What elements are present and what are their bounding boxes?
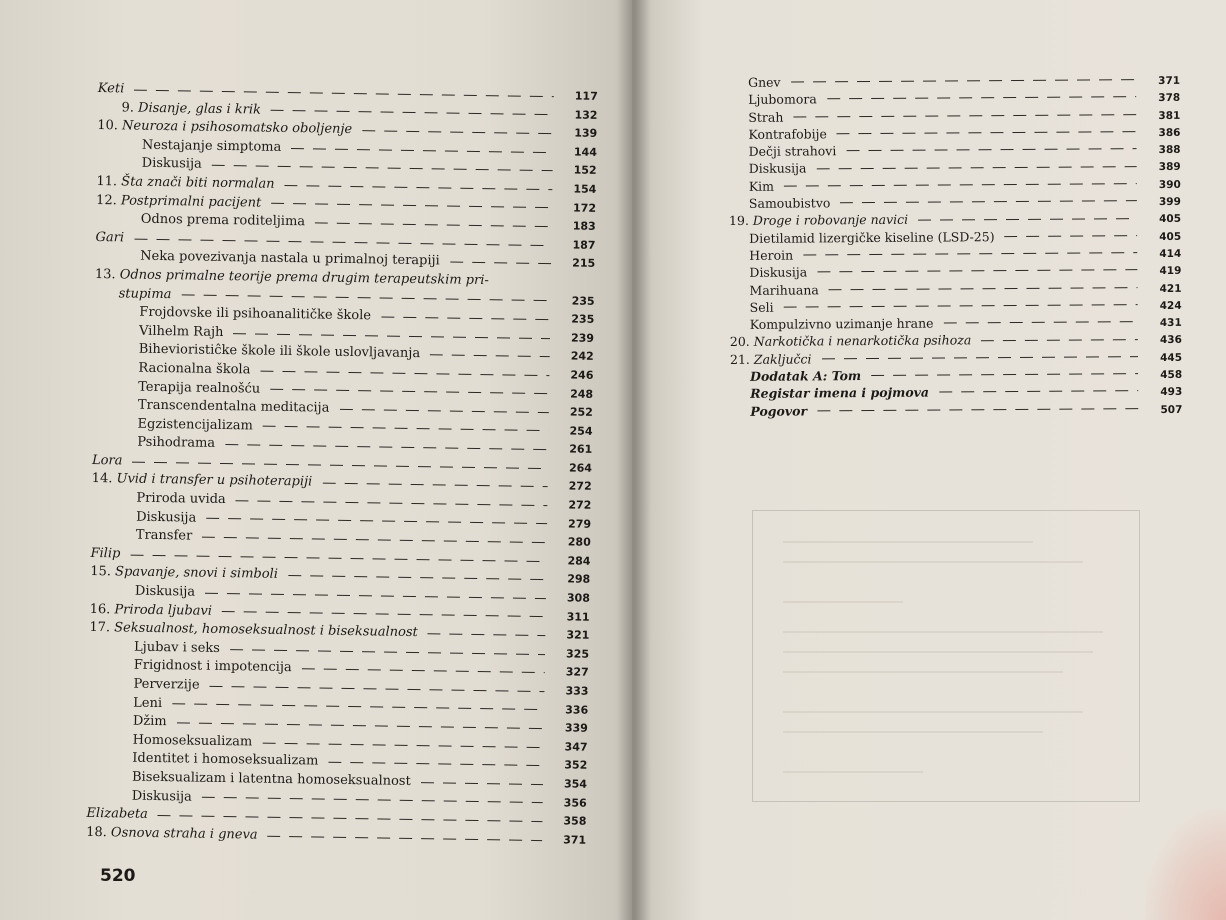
dash-leader [134,238,551,246]
toc-entry-title [97,117,352,140]
toc-entry-title [132,787,192,807]
entry-title-text: Leni [133,695,163,711]
toc-entry-title [133,713,167,732]
entry-title-text: Ljubomora [748,91,817,108]
toc-entry-title [729,211,908,230]
toc-entry-title [748,125,827,143]
toc-entry-title [92,470,313,492]
dash-leader [212,165,553,171]
toc-page-number: 144 [573,145,598,159]
toc-entry-title [133,694,162,713]
toc-page-number: 246 [570,368,594,382]
entry-title-text: Kim [748,178,775,194]
entry-title-text: Heroin [749,247,794,263]
entry-title-text: Neuroza i psihosomatsko oboljenje [121,118,353,138]
dash-leader [202,797,543,803]
table-of-contents-right [728,71,1182,420]
dash-leader [233,333,550,339]
toc-page-number: 458 [1160,368,1183,382]
dash-leader [210,686,545,692]
dash-leader [271,203,552,208]
toc-entry-title [90,601,213,622]
dash-leader [315,222,552,227]
dash-leader [230,649,545,655]
chapter-number: 20. [729,334,754,350]
dash-leader [158,815,543,822]
toc-entry-title [748,74,781,92]
dash-leader [268,835,543,840]
toc-page-number: 248 [570,386,594,401]
dash-leader [817,408,1138,411]
chapter-number: 12. [95,192,122,208]
entry-title-text: Marihuana [749,281,819,298]
dash-leader [791,79,1136,82]
dash-leader [291,148,553,153]
dash-leader [817,270,1137,273]
toc-entry-title [92,452,123,471]
dash-leader [428,633,546,636]
entry-title-text: Spavanje, snovi i simboli [114,564,279,583]
entry-title-text: Ljubav i seks [133,639,221,656]
entry-title-text: Šta znači biti normalan [121,174,275,192]
toc-page-number: 419 [1159,265,1182,278]
toc-page-number: 431 [1159,316,1182,330]
entry-title-text: Egzistencijalizam [137,416,253,434]
dash-leader [918,218,1137,221]
entry-title-text: Osnova straha i gneva [110,825,258,843]
entry-title-text: Postprimalni pacijent [120,192,262,211]
table-of-contents-left [86,80,598,850]
dash-leader [225,444,548,450]
toc-entry-title [142,136,282,157]
dash-leader [262,742,543,747]
toc-page-number: 252 [569,405,593,419]
dash-leader [134,89,554,97]
toc-entry-title [134,657,292,678]
toc-page-number: 311 [566,610,590,624]
dash-leader [944,321,1138,323]
toc-page-number: 132 [574,108,598,122]
toc-page-number: 339 [564,721,588,735]
toc-entry-title [749,160,807,178]
toc-page-number: 354 [563,777,588,791]
dash-leader [322,483,547,488]
dash-leader [132,461,548,469]
toc-entry-title [134,638,220,658]
toc-page-number: 414 [1159,247,1182,260]
toc-page-number: 284 [567,554,591,568]
entry-title-text: Elizabeta [86,806,148,823]
toc-entry-title [748,108,783,126]
chapter-number: 18. [86,824,112,841]
dash-leader [827,97,1136,100]
entry-title-text: Diskusija [131,788,192,805]
dash-leader [846,148,1136,151]
toc-page-number: 325 [565,647,590,661]
dash-leader [871,373,1138,376]
toc-entry-title [136,527,193,546]
dash-leader [821,356,1137,359]
entry-title-text: Nestajanje simptoma [141,137,282,155]
entry-title-text: Droge i robovanje navici [752,212,909,229]
dash-leader [288,575,546,580]
toc-page-number: 235 [571,293,595,308]
entry-title-text: Džim [132,713,167,730]
entry-title-text: Narkotička i nenarkotička psihoza [753,332,972,350]
toc-entry-title [749,177,774,194]
entry-title-text: Neka povezivanja nastala u primalnoj terapiji [140,249,440,269]
entry-title-text: Diskusija [749,264,808,281]
toc-page-number: 139 [574,126,598,141]
entry-title-text: Priroda ljubavi [114,601,213,619]
show-through-box [752,510,1140,802]
entry-title-text: Diskusija [141,156,202,173]
dash-leader [172,704,544,711]
toc-page-number: 239 [570,331,595,345]
page-stain [1146,810,1226,920]
toc-page-number: 152 [573,163,597,178]
toc-entry-title [749,247,793,265]
toc-entry-title [750,315,934,334]
dash-leader [450,262,551,265]
toc-page-number: 389 [1158,161,1181,174]
dash-leader [362,130,553,134]
toc-page-number: 445 [1160,351,1183,364]
toc-entry-title [135,583,195,603]
entry-title-text: Seli [749,299,774,315]
toc-entry-title [141,211,306,232]
dash-leader [803,252,1137,255]
entry-title-text: Priroda uvida [136,490,226,508]
toc-page-number: 405 [1159,213,1182,226]
entry-title-text: stupima [118,285,172,302]
toc-entry-title [749,264,807,282]
dash-leader [260,370,549,376]
dash-leader [381,316,550,320]
entry-title-text: Transfer [135,527,193,544]
dash-leader [430,354,550,357]
dash-leader [271,110,554,115]
toc-page-number: 264 [568,461,593,475]
dash-leader [285,185,553,190]
dash-leader [499,281,551,283]
chapter-number: 21. [729,351,754,367]
toc-page-number: 327 [565,665,589,680]
dash-leader [302,668,545,673]
page-number: 520 [100,866,136,886]
chapter-number: 16. [89,601,115,617]
entry-title-text: Strah [748,109,784,125]
toc-entry-title [121,99,261,120]
entry-title-text: Bihevioristiĉke škole ili škole uslovljavanja [138,341,421,362]
toc-page-number: 405 [1159,230,1182,243]
entry-title-text: Dodatak A: Tom [750,368,862,384]
toc-page-number: 272 [568,498,592,512]
toc-page-number: 356 [563,795,587,810]
entry-title-text: Registar imena i pojmova [750,384,930,402]
toc-entry-title [136,490,226,510]
toc-page-number: 358 [563,814,587,828]
toc-page-number: 493 [1160,386,1183,399]
chapter-number: 11. [96,173,122,190]
toc-page-number: 399 [1158,195,1181,209]
toc-entry-title [139,322,224,342]
entry-title-text: Gari [95,229,125,246]
entry-title-text: Odnos prema roditeljima [140,211,306,230]
entry-title-text: Lora [91,452,123,469]
dash-leader [939,391,1138,393]
toc-page-number: 235 [571,312,595,326]
toc-entry-title [86,824,258,845]
entry-title-text: Odnos primalne teorije prema drugim terapeutskim pri- [119,267,489,289]
entry-title-text: Diskusija [136,509,197,526]
toc-entry-title [749,281,818,299]
toc-page-number: 187 [572,238,596,252]
entry-title-text: Disanje, glas i krik [137,100,262,118]
entry-title-text: Kontrafobije [748,126,827,142]
entry-title-text: Keti [97,80,125,97]
toc-entry-title [95,229,124,248]
toc-entry-title [96,192,261,213]
toc-entry-title [730,350,812,368]
toc-entry-title [90,545,120,564]
entry-title-text: Perverzije [133,676,200,693]
toc-entry-title [750,367,861,385]
toc-entry [730,399,1182,419]
entry-title-text: Frojdovske ili psihoanalitičke škole [139,304,372,324]
dash-leader [202,537,547,543]
toc-page-number: 215 [572,256,596,271]
toc-entry-title [98,80,125,99]
entry-title-text: Racionalna škola [138,360,251,378]
entry-title-text: Zaključci [753,351,812,367]
toc-page-number: 352 [564,758,588,773]
dash-leader [981,339,1138,341]
toc-entry-title [749,194,831,212]
toc-page-number: 272 [568,479,592,494]
entry-title-text: Samoubistvo [748,195,831,211]
dash-leader [421,782,543,785]
entry-title-text: Dietilamid lizergičke kiseline (LSD-25) [749,228,995,246]
toc-entry-title [142,155,202,175]
toc-entry-title [749,228,995,247]
toc-page-number: 390 [1158,178,1181,191]
toc-page-number: 308 [566,591,591,605]
toc-entry-title [137,434,215,454]
dash-leader [829,287,1138,290]
toc-entry-title [748,142,836,160]
toc-entry-title [136,508,196,528]
toc-entry-title [730,332,972,351]
toc-entry-title [750,402,807,420]
entry-title-text: Psihodrama [137,434,216,452]
entry-title-text: Terapija realnošću [138,379,261,397]
chapter-number: 19. [728,213,753,229]
entry-title-text: Seksualnost, homoseksualnost i biseksualnost [114,620,418,641]
dash-leader [270,389,549,394]
dash-leader [784,304,1138,307]
toc-entry-title [138,378,260,399]
entry-title-text: Diskusija [748,160,807,177]
dash-leader [130,554,546,562]
toc-entry-title [750,384,929,403]
toc-page-number: 279 [568,517,592,531]
toc-entry-title [138,360,250,380]
toc-entry-title [118,285,171,304]
toc-page-number: 371 [563,833,587,847]
dash-leader [840,200,1137,203]
dash-leader [206,518,547,524]
entry-title-text: Homoseksualizam [132,732,253,750]
chapter-number: 17. [89,620,115,636]
dash-leader [837,131,1137,134]
toc-page-number: 254 [569,424,593,438]
toc-entry-title [133,676,199,696]
toc-page-number: 371 [1158,74,1181,87]
entry-title-text: Dečji strahovi [748,143,837,160]
toc-page-number: 261 [569,442,593,457]
chapter-number: 14. [91,471,117,487]
toc-page-number [561,285,595,286]
entry-title-text: Gnev [748,74,781,90]
dash-leader [816,166,1136,169]
dash-leader [784,183,1137,186]
entry-title-text: Biseksualizam i latentna homoseksualnost [131,769,411,789]
chapter-number: 13. [94,266,120,283]
toc-entry-title [132,731,252,751]
entry-title-text: Filip [90,545,121,562]
dash-leader [236,500,548,506]
toc-page-number: 421 [1159,282,1182,295]
entry-title-text: Diskusija [134,583,196,600]
entry-title-text: Pogovor [750,403,808,419]
chapter-number: 10. [97,118,123,134]
dash-leader [793,114,1136,117]
dash-leader [181,295,550,302]
toc-entry-title [90,563,278,585]
toc-page-number: 280 [567,535,591,550]
toc-page-number: 298 [567,572,591,587]
toc-page-number: 117 [574,89,598,103]
toc-page-number: 242 [570,349,594,364]
chapter-number: 9. [121,99,139,116]
dash-leader [177,722,544,729]
toc-page-number: 381 [1158,109,1181,122]
toc-page-number: 154 [573,182,597,196]
entry-title-text: Identitet i homoseksualizam [132,750,319,769]
toc-page-number: 436 [1159,334,1182,347]
toc-page-number: 336 [565,703,589,717]
entry-title-text: Vilhelm Rajh [138,323,224,340]
dash-leader [205,593,546,599]
gutter-shadow [618,0,652,920]
dash-leader [328,762,543,766]
toc-entry-title [86,805,148,825]
dash-leader [263,426,549,431]
dash-leader [1005,235,1138,237]
toc-page-number: 321 [566,628,590,643]
entry-title-text: Uvid i transfer u psihoterapiji [116,471,313,490]
toc-page-number: 424 [1159,299,1182,312]
toc-page-number: 347 [564,740,588,754]
toc-page-number: 388 [1158,144,1181,157]
toc-entry-title [748,91,817,109]
entry-title-text: Frigidnost i impotencija [133,658,292,676]
chapter-number: 15. [90,564,116,580]
toc-page-number: 183 [572,219,596,233]
toc-page-number: 172 [572,201,597,215]
entry-title-text: Kompulzivno uzimanje hrane [749,315,934,333]
toc-page-number: 333 [565,684,589,698]
toc-page-number: 378 [1158,92,1181,105]
dash-leader [339,409,548,413]
toc-page-number: 386 [1158,126,1181,139]
dash-leader [222,611,546,617]
entry-title-text: Transcendentalna meditacija [137,397,330,416]
toc-page-number: 507 [1160,403,1183,416]
toc-entry-title [137,415,253,435]
toc-entry-title [750,299,774,316]
